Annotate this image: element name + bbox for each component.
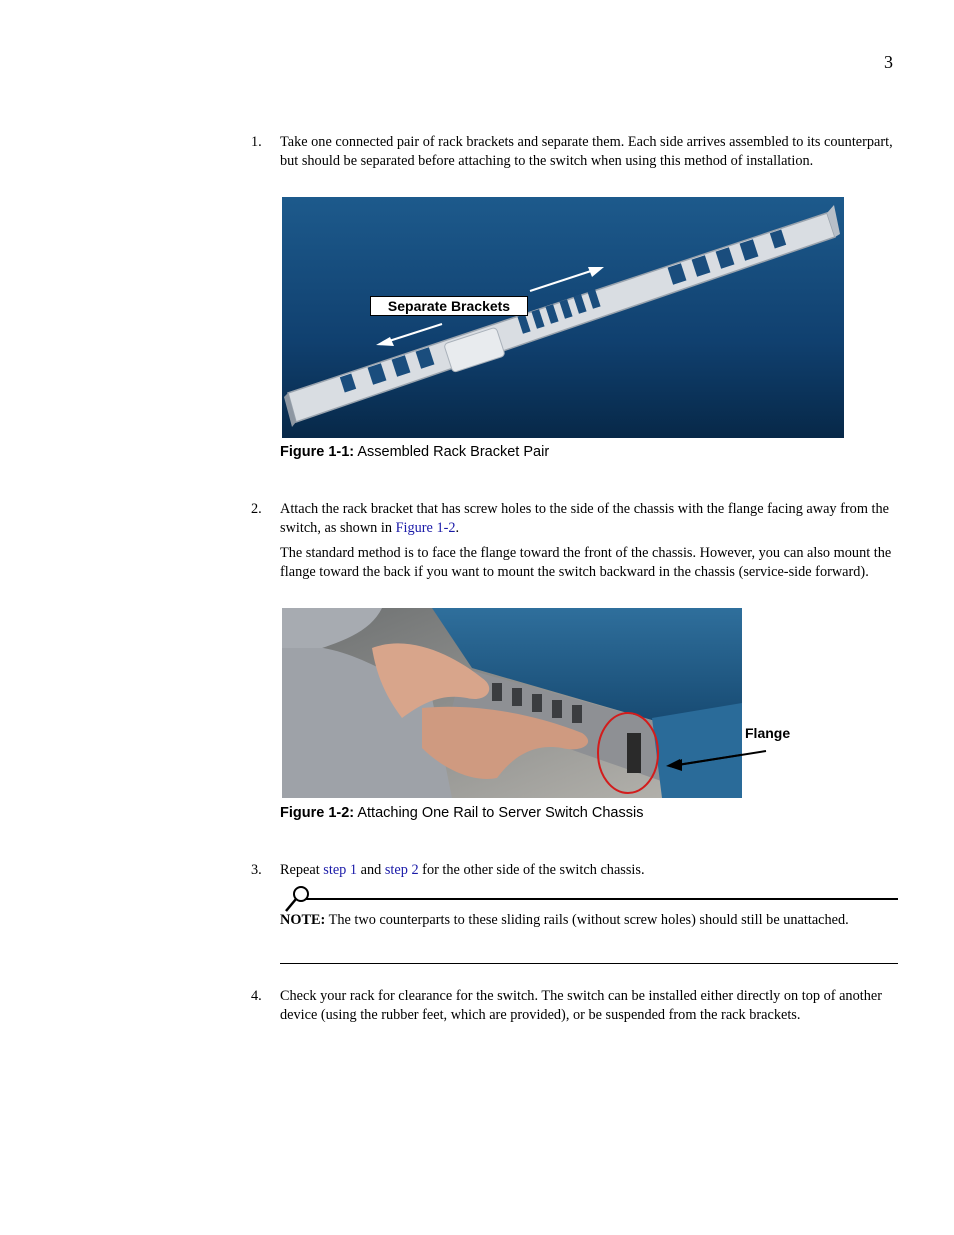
page-number: 3 bbox=[884, 52, 893, 72]
note-text: The two counterparts to these sliding rails (without screw holes) should still be unattached. bbox=[325, 912, 849, 928]
step-text-part: . bbox=[455, 520, 460, 536]
note-box bbox=[280, 911, 880, 930]
step-2 bbox=[251, 500, 899, 588]
step-2-link[interactable]: step 2 bbox=[384, 862, 419, 878]
figure-1-2-caption bbox=[280, 805, 643, 821]
caption-text: Attaching One Rail to Server Switch Chassis bbox=[354, 805, 644, 821]
caption-label: Figure 1-1: bbox=[280, 444, 355, 460]
note-bottom-rule bbox=[280, 963, 898, 964]
step-paragraph: The standard method is to face the flange toward the front of the chassis. However, you can also mount the flange toward the back if you want to mount the switch backward in the chassis (service-side forward). bbox=[280, 545, 892, 580]
step-1-link[interactable]: step 1 bbox=[323, 862, 358, 878]
figure-1-1-image bbox=[282, 197, 844, 438]
step-1 bbox=[251, 133, 899, 177]
step-number: 4. bbox=[251, 988, 262, 1004]
step-text: Take one connected pair of rack brackets and separate them. Each side arrives assembled to its counterpart, but should be separated before attaching to the switch when using this method of installation. bbox=[280, 134, 893, 169]
step-number: 3. bbox=[251, 862, 262, 878]
figure-1-2-link[interactable]: Figure 1-2 bbox=[395, 520, 456, 536]
figure-1-1-caption bbox=[280, 444, 549, 460]
step-4 bbox=[251, 987, 899, 1031]
note-label: NOTE: bbox=[280, 912, 326, 928]
note-top-rule bbox=[306, 898, 898, 900]
step-text-part: Repeat bbox=[280, 862, 324, 878]
flange-arrow bbox=[660, 748, 770, 770]
step-number: 1. bbox=[251, 134, 262, 150]
step-text bbox=[280, 500, 899, 538]
caption-text: Assembled Rack Bracket Pair bbox=[354, 444, 550, 460]
step-text-part: and bbox=[357, 862, 385, 878]
step-text bbox=[280, 861, 899, 880]
separate-brackets-callout: Separate Brackets bbox=[370, 296, 528, 316]
flange-callout: Flange bbox=[745, 725, 791, 741]
caption-label: Figure 1-2: bbox=[280, 805, 355, 821]
step-text-part: Attach the rack bracket that has screw holes to the side of the chassis with the flange facing away from the switch, as shown in bbox=[280, 501, 889, 536]
step-number: 2. bbox=[251, 501, 262, 517]
step-3 bbox=[251, 861, 899, 886]
step-text-part: for the other side of the switch chassis. bbox=[418, 862, 645, 878]
step-text: Check your rack for clearance for the switch. The switch can be installed either directly on top of another device (using the rubber feet, which are provided), or be suspended from the rack brackets. bbox=[280, 988, 882, 1023]
